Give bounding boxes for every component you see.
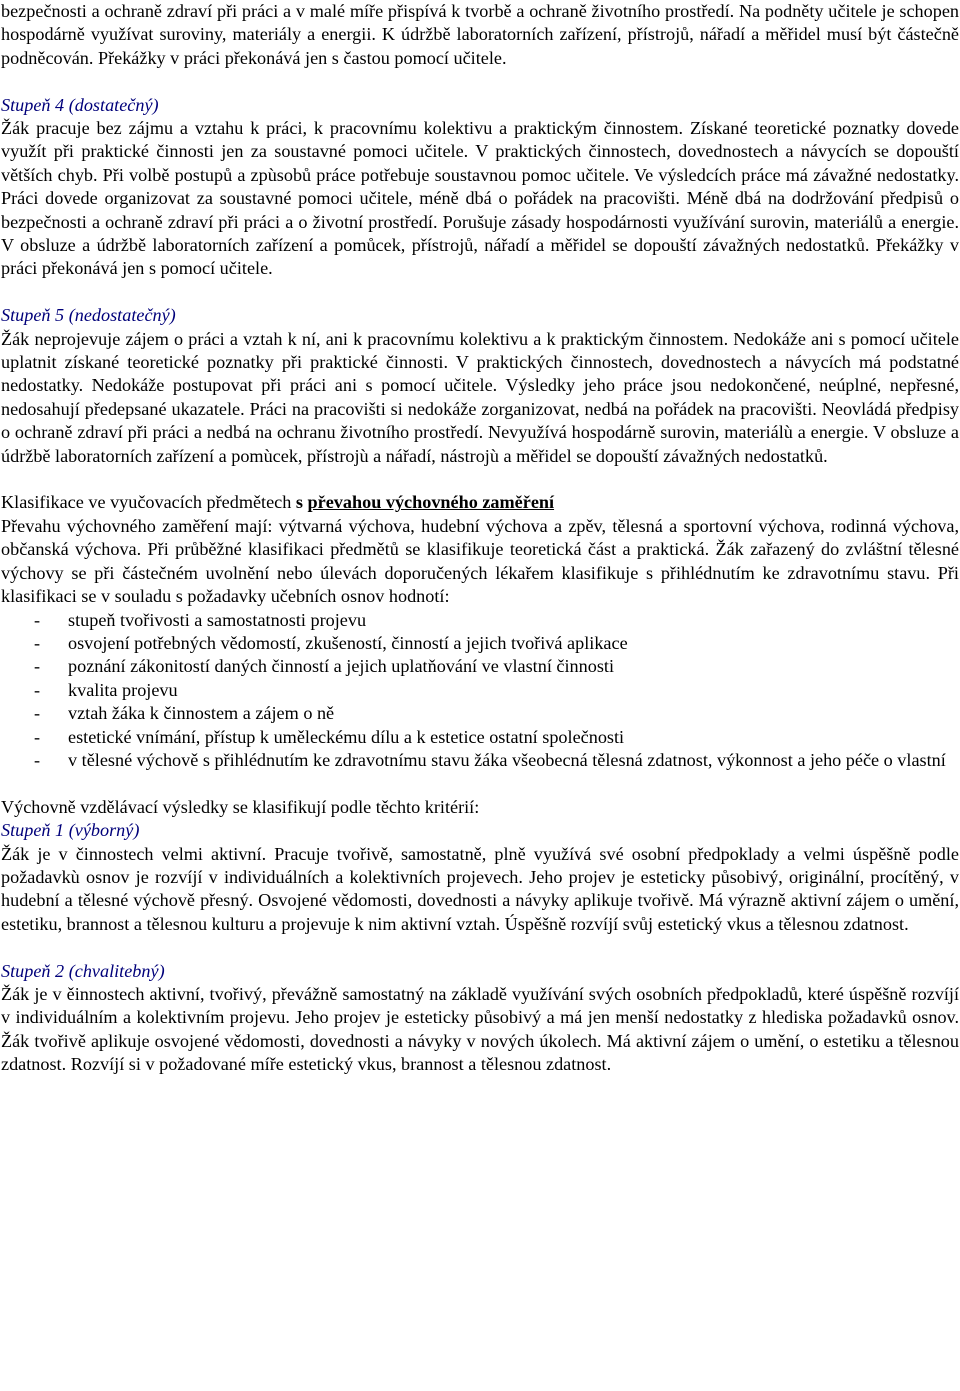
heading-klasifikace-prefix: Klasifikace ve vyučovacích předmětech	[1, 492, 296, 513]
heading-stupen-2: Stupeň 2 (chvalitebný)	[1, 960, 165, 981]
paragraph-stupen-2: Žák je v ěinnostech aktivní, tvořivý, převážně samostatný na základě využívání svých osobních předpokladů, které úspěšně rozvíjí v individuálním a kolektivním projevu. Jeho projev je esteticky působivý a má jen menší nedostatky z hlediska požadavků osnov. Žák tvořivě aplikuje osvojené vědomosti, dovednosti a návyky v nových úkolech. Má aktivní zájem o umění, o estetiku a tělesnou zdatnost. Rozvíjí si v požadované míře estetický vkus, brannost a tělesnou zdatnost.	[1, 983, 959, 1075]
list-item-text: vztah žáka k činnostem a zájem o ně	[68, 703, 335, 724]
heading-stupen-4: Stupeň 4 (dostatečný)	[1, 94, 159, 115]
paragraph-stupen-4: Žák pracuje bez zájmu a vztahu k práci, k pracovnímu kolektivu a praktickým činnostem. Získané teoretické poznatky dovede využít při praktické činnosti jen za soustavné pomoci učitele. V praktických činnostech, dovednostech a návycích se dopouští větších chyb. Při volbě postupů a zpùsobů práce potřebuje soustavnou pomoc učitele. Ve výsledcích práce má závažné nedostatky. Práci dovede organizovat za soustavné pomoci učitele, méně dbá o pořádek na pracovišti. Méně dbá na dodržování předpisů o bezpečnosti a ochraně zdraví při práci a o životní prostředí. Porušuje zásady hospodárnosti využívání surovin, materiálů a energie. V obsluze a údržbě laboratorních zařízení a pomůcek, přístrojů, nářadí a měřidel se dopouští závažných nedostatků. Překážky v práci překonává jen s pomocí učitele.	[1, 118, 959, 279]
spacer	[1, 281, 959, 304]
list-item-text: poznání zákonitostí daných činností a jejich uplatňování ve vlastní činnosti	[68, 656, 615, 677]
intro-paragraph: bezpečnosti a ochraně zdraví při práci a v malé míře přispívá k tvorbě a ochraně životního prostředí. Na podněty učitele je schopen hospodárně využívat suroviny, materiály a energii. K údržbě laboratorních zařízení, přístrojů, nářadí a měřidel musí být částečně podněcován. Překážky v práci překonává jen s častou pomocí učitele.	[1, 1, 959, 68]
list-item	[1, 726, 959, 749]
list-dash: -	[34, 632, 41, 653]
list-item-text: kvalita projevu	[68, 679, 178, 700]
list-dash: -	[34, 656, 41, 677]
spacer	[1, 936, 959, 959]
paragraph-vychovne-intro: Výchovně vzdělávací výsledky se klasifikují podle těchto kritérií:	[1, 796, 480, 817]
list-item	[1, 655, 959, 678]
list-item-text: estetické vnímání, přístup k uměleckému dílu a k estetice ostatní společnosti	[68, 726, 625, 747]
list-dash: -	[34, 726, 41, 747]
list-item-text: v tělesné výchově s přihlédnutím ke zdravotnímu stavu žáka všeobecná tělesná zdatnost, výkonnost a jeho péče o vlastní	[68, 749, 946, 770]
list-item	[1, 609, 959, 632]
criteria-list	[1, 609, 959, 773]
list-dash: -	[34, 749, 41, 770]
paragraph-klasifikace: Převahu výchovného zaměření mají: výtvarná výchova, hudební výchova a zpěv, tělesná a sportovní výchova, rodinná výchova, občanská výchova. Při průběžné klasifikaci předmětů se klasifikuje teoretická část a praktická. Žák zařazený do zvláštní tělesné výchovy se při částečném uvolnění nebo úlevách doporučených lékařem klasifikuje s přihlédnutím ke zdravotnímu stavu. Při klasifikaci se v souladu s požadavky učebních osnov hodnotí:	[1, 515, 959, 607]
paragraph-stupen-1: Žák je v činnostech velmi aktivní. Pracuje tvořivě, samostatně, plně využívá své osobní předpoklady a velmi úspěšně podle požadavkù osnov je rozvíjí v individuálních a kolektivních projevech. Jeho projev je esteticky působivý, originální, procítěný, v hudební a tělesné výchově přesný. Osvojené vědomosti, dovednosti a návyky aplikuje tvořivě. Má výrazně aktivní zájem o umění, estetiku, brannost a tělesnou kulturu a projevuje k nim aktivní vztah. Úspěšně rozvíjí svůj estetický vkus a tělesnou zdatnost.	[1, 843, 959, 934]
paragraph-stupen-5: Žák neprojevuje zájem o práci a vztah k ní, ani k pracovnímu kolektivu a k praktickým činnostem. Nedokáže ani s pomocí učitele uplatnit získané teoretické poznatky při praktické činnosti. V praktických činnostech, dovednostech a návycích má podstatné nedostatky. Nedokáže postupovat při práci ani s pomocí učitele. Výsledky jeho práce jsou nedokončené, neúplné, nepřesné, nedosahují předepsané ukazatele. Práci na pracovišti si nedokáže zorganizovat, nedbá na pořádek na pracovišti. Neovládá předpisy o ochraně zdraví při práci a nedbá na ochranu životního prostředí. Nevyužívá hospodárně surovin, materiálù a energie. V obsluze a údržbě laboratorních zařízení a pomùcek, přístrojù a nářadí, nástrojù a měřidel se dopouští závažných nedostatků.	[1, 328, 959, 466]
heading-klasifikace	[1, 491, 959, 514]
spacer	[1, 70, 959, 93]
spacer	[1, 772, 959, 795]
spacer	[1, 468, 959, 491]
heading-klasifikace-bold-s: s	[295, 492, 308, 513]
list-item-text: stupeň tvořivosti a samostatnosti projevu	[68, 609, 367, 630]
list-item	[1, 749, 959, 772]
list-item	[1, 702, 959, 725]
list-dash: -	[34, 679, 41, 700]
list-item	[1, 679, 959, 702]
list-item-text: osvojení potřebných vědomostí, zkušeností, činností a jejich tvořivá aplikace	[68, 632, 628, 653]
list-dash: -	[34, 703, 41, 724]
heading-stupen-1: Stupeň 1 (výborný)	[1, 820, 140, 841]
heading-stupen-5: Stupeň 5 (nedostatečný)	[1, 305, 176, 326]
heading-klasifikace-emphasis: převahou výchovného zaměření	[307, 492, 555, 513]
list-item	[1, 632, 959, 655]
list-dash: -	[34, 609, 41, 630]
